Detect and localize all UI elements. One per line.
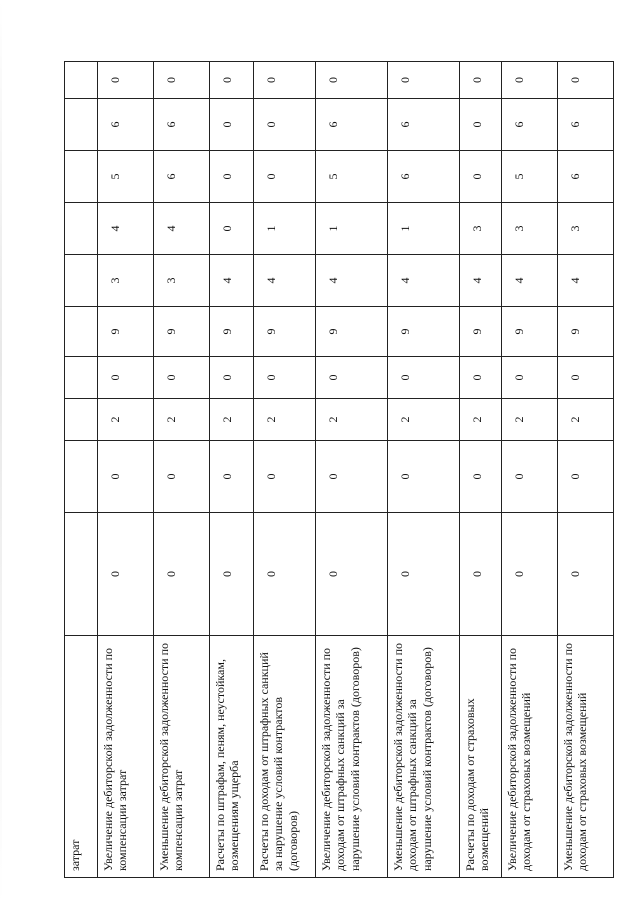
code-digit-cell: 9 <box>154 307 210 357</box>
code-digit-cell: 2 <box>388 399 460 441</box>
scan-edge-shadow <box>0 0 2 905</box>
code-digit-cell: 0 <box>460 99 502 151</box>
code-digit-cell: 6 <box>154 99 210 151</box>
code-digit-cell: 0 <box>460 513 502 636</box>
code-digit-cell: 0 <box>210 151 254 203</box>
row-label: Увеличение дебиторской задолженности по доходам от страховых возмещений <box>502 636 558 878</box>
code-digit-cell: 1 <box>388 203 460 255</box>
code-digit-cell: 1 <box>316 203 388 255</box>
code-digit-cell: 0 <box>154 513 210 636</box>
row-label: затрат <box>65 636 98 878</box>
code-digit-cell: 0 <box>254 62 316 99</box>
table-body <box>65 62 614 878</box>
code-digit-cell: 0 <box>154 62 210 99</box>
code-digit-cell: 0 <box>98 513 154 636</box>
code-digit-cell: 5 <box>502 151 558 203</box>
code-digit-cell: 5 <box>316 151 388 203</box>
code-digit-cell: 0 <box>460 441 502 513</box>
code-digit-cell: 3 <box>460 203 502 255</box>
code-digit-cell <box>65 99 98 151</box>
code-digit-cell: 0 <box>460 62 502 99</box>
row-label: Увеличение дебиторской задолженности по компенсации затрат <box>98 636 154 878</box>
code-digit-cell: 5 <box>98 151 154 203</box>
code-digit-cell: 6 <box>558 99 614 151</box>
code-digit-cell: 9 <box>254 307 316 357</box>
code-digit-cell: 3 <box>154 255 210 307</box>
code-digit-cell: 6 <box>502 99 558 151</box>
code-digit-cell: 4 <box>460 255 502 307</box>
code-digit-cell: 2 <box>460 399 502 441</box>
code-digit-cell <box>65 513 98 636</box>
code-digit-cell: 0 <box>460 151 502 203</box>
code-digit-cell: 1 <box>254 203 316 255</box>
code-digit-cell: 0 <box>502 513 558 636</box>
table-row <box>388 62 460 878</box>
code-digit-cell: 0 <box>558 357 614 399</box>
table-row <box>460 62 502 878</box>
code-digit-cell: 4 <box>98 203 154 255</box>
table-row <box>154 62 210 878</box>
code-digit-cell: 0 <box>254 441 316 513</box>
code-digit-cell: 0 <box>388 62 460 99</box>
row-label: Расчеты по доходам от штрафных санкций за нарушение условий контрактов (договоров) <box>254 636 316 878</box>
row-label: Расчеты по штрафам, пеням, неустойкам, возмещениям ущерба <box>210 636 254 878</box>
account-codes-table <box>64 61 614 878</box>
code-digit-cell: 0 <box>254 357 316 399</box>
code-digit-cell: 0 <box>210 62 254 99</box>
code-digit-cell <box>65 399 98 441</box>
code-digit-cell: 0 <box>154 357 210 399</box>
code-digit-cell: 0 <box>460 357 502 399</box>
code-digit-cell: 3 <box>502 203 558 255</box>
table-row <box>558 62 614 878</box>
code-digit-cell: 9 <box>502 307 558 357</box>
code-digit-cell: 9 <box>316 307 388 357</box>
code-digit-cell: 0 <box>254 99 316 151</box>
code-digit-cell: 4 <box>558 255 614 307</box>
code-digit-cell: 0 <box>502 62 558 99</box>
code-digit-cell: 6 <box>388 151 460 203</box>
code-digit-cell: 4 <box>254 255 316 307</box>
code-digit-cell: 0 <box>254 151 316 203</box>
code-digit-cell: 6 <box>558 151 614 203</box>
code-digit-cell: 0 <box>154 441 210 513</box>
code-digit-cell: 0 <box>98 357 154 399</box>
row-label: Увеличение дебиторской задолженности по доходам от штрафных санкций за нарушение условий контрактов (договоров) <box>316 636 388 878</box>
code-digit-cell: 0 <box>254 513 316 636</box>
code-digit-cell: 2 <box>558 399 614 441</box>
code-digit-cell: 0 <box>558 513 614 636</box>
code-digit-cell <box>65 307 98 357</box>
code-digit-cell: 2 <box>154 399 210 441</box>
table-row <box>502 62 558 878</box>
row-label: Уменьшение дебиторской задолженности по доходам от страховых возмещений <box>558 636 614 878</box>
code-digit-cell: 4 <box>388 255 460 307</box>
code-digit-cell: 0 <box>388 357 460 399</box>
code-digit-cell: 2 <box>210 399 254 441</box>
code-digit-cell: 0 <box>210 357 254 399</box>
code-digit-cell: 0 <box>502 441 558 513</box>
rotated-page <box>64 62 590 878</box>
row-label: Расчеты по доходам от страховых возмещений <box>460 636 502 878</box>
code-digit-cell: 6 <box>154 151 210 203</box>
code-digit-cell: 0 <box>388 513 460 636</box>
table-row <box>254 62 316 878</box>
code-digit-cell: 2 <box>316 399 388 441</box>
code-digit-cell: 0 <box>98 62 154 99</box>
code-digit-cell: 3 <box>558 203 614 255</box>
code-digit-cell: 6 <box>98 99 154 151</box>
code-digit-cell: 6 <box>388 99 460 151</box>
code-digit-cell: 2 <box>98 399 154 441</box>
code-digit-cell: 0 <box>558 441 614 513</box>
code-digit-cell: 0 <box>210 203 254 255</box>
code-digit-cell: 0 <box>316 513 388 636</box>
code-digit-cell: 0 <box>502 357 558 399</box>
code-digit-cell <box>65 441 98 513</box>
code-digit-cell: 9 <box>98 307 154 357</box>
code-digit-cell: 9 <box>558 307 614 357</box>
code-digit-cell: 6 <box>316 99 388 151</box>
code-digit-cell: 0 <box>98 441 154 513</box>
code-digit-cell <box>65 151 98 203</box>
code-digit-cell: 0 <box>210 99 254 151</box>
row-label: Уменьшение дебиторской задолженности по компенсации затрат <box>154 636 210 878</box>
code-digit-cell: 4 <box>154 203 210 255</box>
code-digit-cell: 0 <box>210 513 254 636</box>
code-digit-cell: 2 <box>254 399 316 441</box>
code-digit-cell: 4 <box>502 255 558 307</box>
code-digit-cell <box>65 255 98 307</box>
code-digit-cell: 3 <box>98 255 154 307</box>
code-digit-cell: 0 <box>558 62 614 99</box>
code-digit-cell: 9 <box>388 307 460 357</box>
code-digit-cell: 2 <box>502 399 558 441</box>
code-digit-cell: 9 <box>460 307 502 357</box>
table-row <box>98 62 154 878</box>
code-digit-cell: 0 <box>316 441 388 513</box>
row-label: Уменьшение дебиторской задолженности по доходам от штрафных санкций за нарушение условий контрактов (договоров) <box>388 636 460 878</box>
code-digit-cell <box>65 203 98 255</box>
table-row <box>65 62 98 878</box>
code-digit-cell: 4 <box>210 255 254 307</box>
code-digit-cell: 0 <box>210 441 254 513</box>
code-digit-cell <box>65 62 98 99</box>
code-digit-cell <box>65 357 98 399</box>
code-digit-cell: 0 <box>316 62 388 99</box>
code-digit-cell: 4 <box>316 255 388 307</box>
code-digit-cell: 0 <box>316 357 388 399</box>
table-row <box>316 62 388 878</box>
code-digit-cell: 9 <box>210 307 254 357</box>
code-digit-cell: 0 <box>388 441 460 513</box>
table-row <box>210 62 254 878</box>
